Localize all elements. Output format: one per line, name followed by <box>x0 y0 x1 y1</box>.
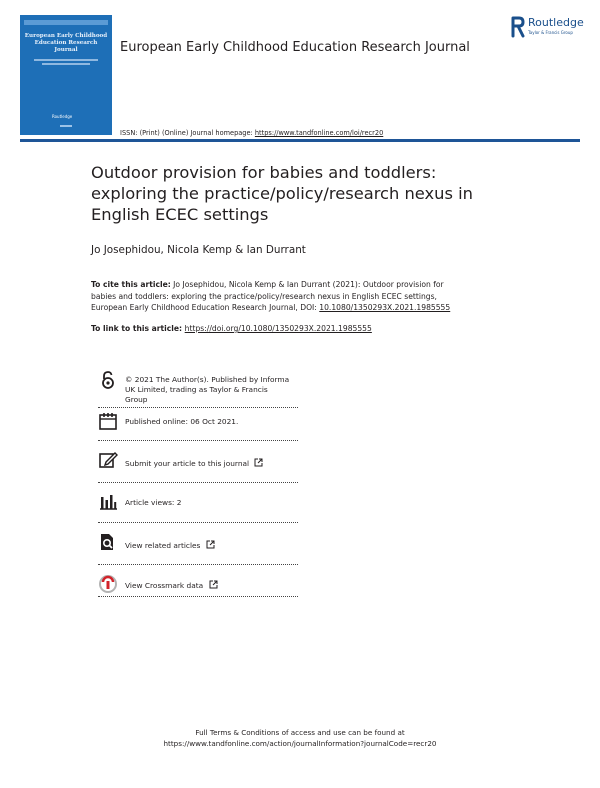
link-to-article <box>91 324 372 333</box>
cover-title <box>24 33 108 54</box>
license-line: UK Limited, trading as Taylor & Francis <box>125 385 268 394</box>
header-divider <box>20 139 580 142</box>
license-text <box>125 375 289 405</box>
logo-name: Routledge <box>528 16 584 29</box>
submit-article-label: Submit your article to this journal <box>125 459 250 468</box>
cover-title-line: European Early Childhood <box>24 33 108 39</box>
journal-homepage-link[interactable]: https://www.tandfonline.com/loi/recr20 <box>254 129 384 137</box>
crossmark-icon <box>98 574 118 594</box>
journal-title: European Early Childhood Education Research Journal <box>120 40 470 55</box>
title-line: Outdoor provision for babies and toddlers: <box>91 163 437 182</box>
journal-cover-image <box>20 15 112 135</box>
separator <box>98 482 298 483</box>
title-line: exploring the practice/policy/research nexus in <box>91 184 473 203</box>
separator <box>98 596 298 597</box>
separator <box>98 522 298 523</box>
crossmark-link[interactable] <box>125 580 218 591</box>
title-line: English ECEC settings <box>91 205 269 224</box>
license-line: © 2021 The Author(s). Published by Informa <box>125 375 290 384</box>
external-link-icon <box>209 580 218 589</box>
doi-link[interactable]: 10.1080/1350293X.2021.1985555 <box>319 303 451 312</box>
logo-tagline: Taylor & Francis Group <box>528 30 573 35</box>
article-views: Article views: 2 <box>125 498 182 507</box>
issn-line <box>120 129 383 137</box>
cite-label: To cite this article: <box>91 280 171 289</box>
footer <box>0 727 600 749</box>
calendar-icon <box>98 411 118 431</box>
routledge-r-icon <box>510 16 526 38</box>
routledge-logo[interactable] <box>510 16 586 38</box>
related-articles-label: View related articles <box>125 541 201 550</box>
separator <box>98 440 298 441</box>
open-access-icon <box>98 370 118 390</box>
cite-text: Jo Josephidou, Nicola Kemp & Ian Durrant (2021): Outdoor provision for <box>170 280 444 289</box>
footer-line: Full Terms & Conditions of access and use can be found at <box>195 728 405 737</box>
issn-prefix: ISSN: (Print) (Online) Journal homepage: <box>120 129 255 137</box>
cite-text: babies and toddlers: exploring the practice/policy/research nexus in English ECEC settings, <box>91 291 437 301</box>
external-link-icon <box>254 458 263 467</box>
external-link-icon <box>206 540 215 549</box>
edit-article-icon <box>98 450 118 470</box>
cover-title-line: Education Research Journal <box>34 40 98 53</box>
published-date: Published online: 06 Oct 2021. <box>125 417 239 426</box>
cover-publisher-mark: Routledge <box>52 114 73 119</box>
cover-subtitle-lines <box>24 59 108 65</box>
cite-text: European Early Childhood Education Research Journal, DOI: <box>91 303 320 312</box>
article-url-link[interactable]: https://doi.org/10.1080/1350293X.2021.1985555 <box>184 324 372 333</box>
crossmark-label: View Crossmark data <box>125 581 204 590</box>
citation-block <box>91 279 450 314</box>
link-label: To link to this article: <box>91 324 185 333</box>
footer-terms-link[interactable]: https://www.tandfonline.com/action/journalInformation?journalCode=recr20 <box>163 739 437 748</box>
article-title <box>91 162 473 225</box>
license-line: Group <box>125 395 148 404</box>
related-articles-link[interactable] <box>125 540 215 551</box>
cover-line <box>60 125 72 127</box>
submit-article-link[interactable] <box>125 458 263 469</box>
article-authors: Jo Josephidou, Nicola Kemp & Ian Durrant <box>91 244 306 256</box>
related-articles-icon <box>98 532 118 552</box>
bar-chart-icon <box>98 491 118 511</box>
separator <box>98 407 298 408</box>
cover-top-bar <box>24 20 108 25</box>
separator <box>98 564 298 565</box>
